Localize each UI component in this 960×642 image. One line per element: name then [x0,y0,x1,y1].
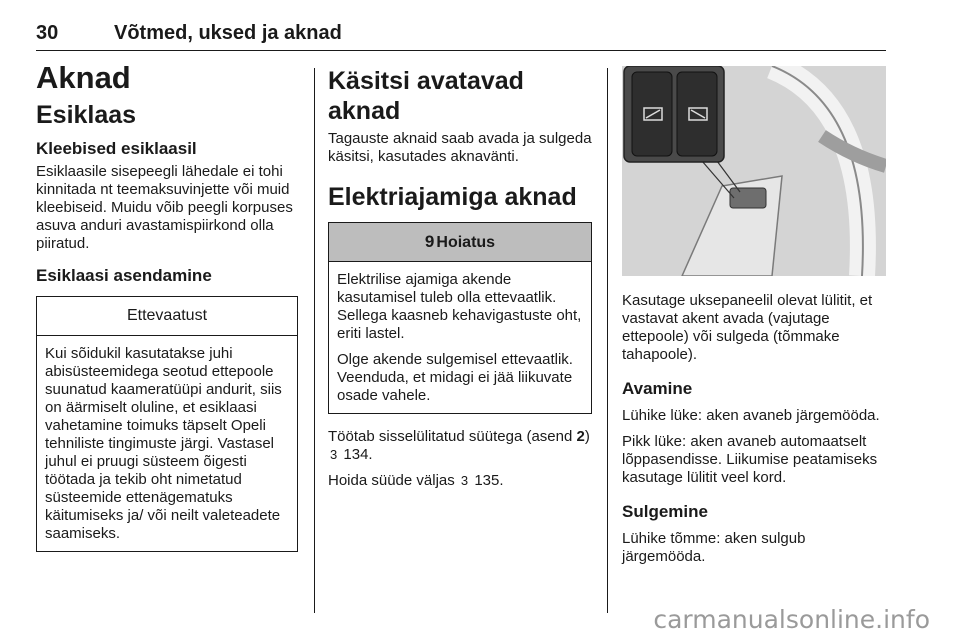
caution-heading: Ettevaatust [37,297,297,336]
column-divider [314,68,315,613]
window-switch-illustration [622,66,886,276]
body-paragraph [328,472,592,490]
warning-text: Olge akende sulgemisel ettevaatlik. Veenduda, et midagi ei jää liikuvate osade vahele. [337,351,573,404]
text-span: Hoida süüde väljas [328,472,459,489]
text-span: ) [584,428,590,445]
column-middle [328,60,592,490]
section-title: Esiklaas [36,101,137,129]
text-bold: 2 [576,428,585,445]
body-paragraph [328,428,592,464]
subsection-title: Esiklaasi asendamine [36,266,212,285]
column-right [622,60,886,566]
subsection-title: Sulgemine [622,502,708,521]
warning-icon: 9 [424,232,435,251]
figure-caption: Kasutage uksepaneelil olevat lülitit, et vastavat akent avada (vajutage ettepoole) või sulgeda (tõmmake tahapoole). [622,292,873,363]
subsection-title: Kleebised esiklaasil [36,139,197,158]
text-span: Töötab sisselülitatud süütega (asend [328,428,577,445]
chapter-title: Võtmed, uksed ja aknad [114,22,342,44]
body-paragraph: Pikk lüke: aken avaneb automaatselt lõppasendisse. Liikumise peatamiseks kasutage lülitit veel kord. [622,433,878,486]
body-paragraph: Esiklaasile sisepeegli lähedale ei tohi kinnitada nt teemaksuvinjette või muid kleebiseid. Muidu võib peegli korpuses asuva anduri avastamispiirkond olla piiratud. [36,163,293,252]
subsection-title: Avamine [622,379,693,398]
page-reference-icon: 3 [330,447,338,462]
section-title: Käsitsi avatavad aknad [328,67,524,125]
page-header [36,22,886,51]
warning-heading [329,223,591,262]
caution-text: Kui sõidukil kasutatakse juhi abisüsteemidega seotud ettepoole suunatud kaameratüüpi andurit, siis on äärmiselt oluline, et esiklaasi vahetamine toimuks täpselt Opeli tehniliste tingimuste järgi. Vastasel juhul ei pruugi süsteem õigesti töötada ja tekib oht nimetatud süsteemide ettenägematuks käitumiseks ja/ või neilt valeteadete saamiseks. [45,345,282,542]
body-paragraph: Lühike lüke: aken avaneb järgemööda. [622,407,880,424]
warning-box [328,222,592,414]
main-title: Aknad [36,60,131,95]
text-span: 134. [339,446,373,463]
body-paragraph: Lühike tõmme: aken sulgub järgemööda. [622,530,806,565]
section-title: Elektriajamiga aknad [328,183,577,211]
warning-text: Elektrilise ajamiga akende kasutamisel tuleb olla ettevaatlik. Sellega kaasneb kehavigastuste oht, eriti lastel. [337,271,582,342]
caution-box [36,296,298,552]
page-number: 30 [36,22,59,44]
column-divider [607,68,608,613]
warning-heading-label: Hoiatus [436,234,496,251]
watermark-text: carmanualsonline.info [653,605,930,634]
column-left [36,60,298,552]
page-reference-icon: 3 [460,473,469,488]
body-paragraph: Tagauste aknaid saab avada ja sulgeda käsitsi, kasutades aknavänti. [328,130,592,165]
window-switch-drawing [622,66,886,276]
text-span: 135. [470,472,504,489]
